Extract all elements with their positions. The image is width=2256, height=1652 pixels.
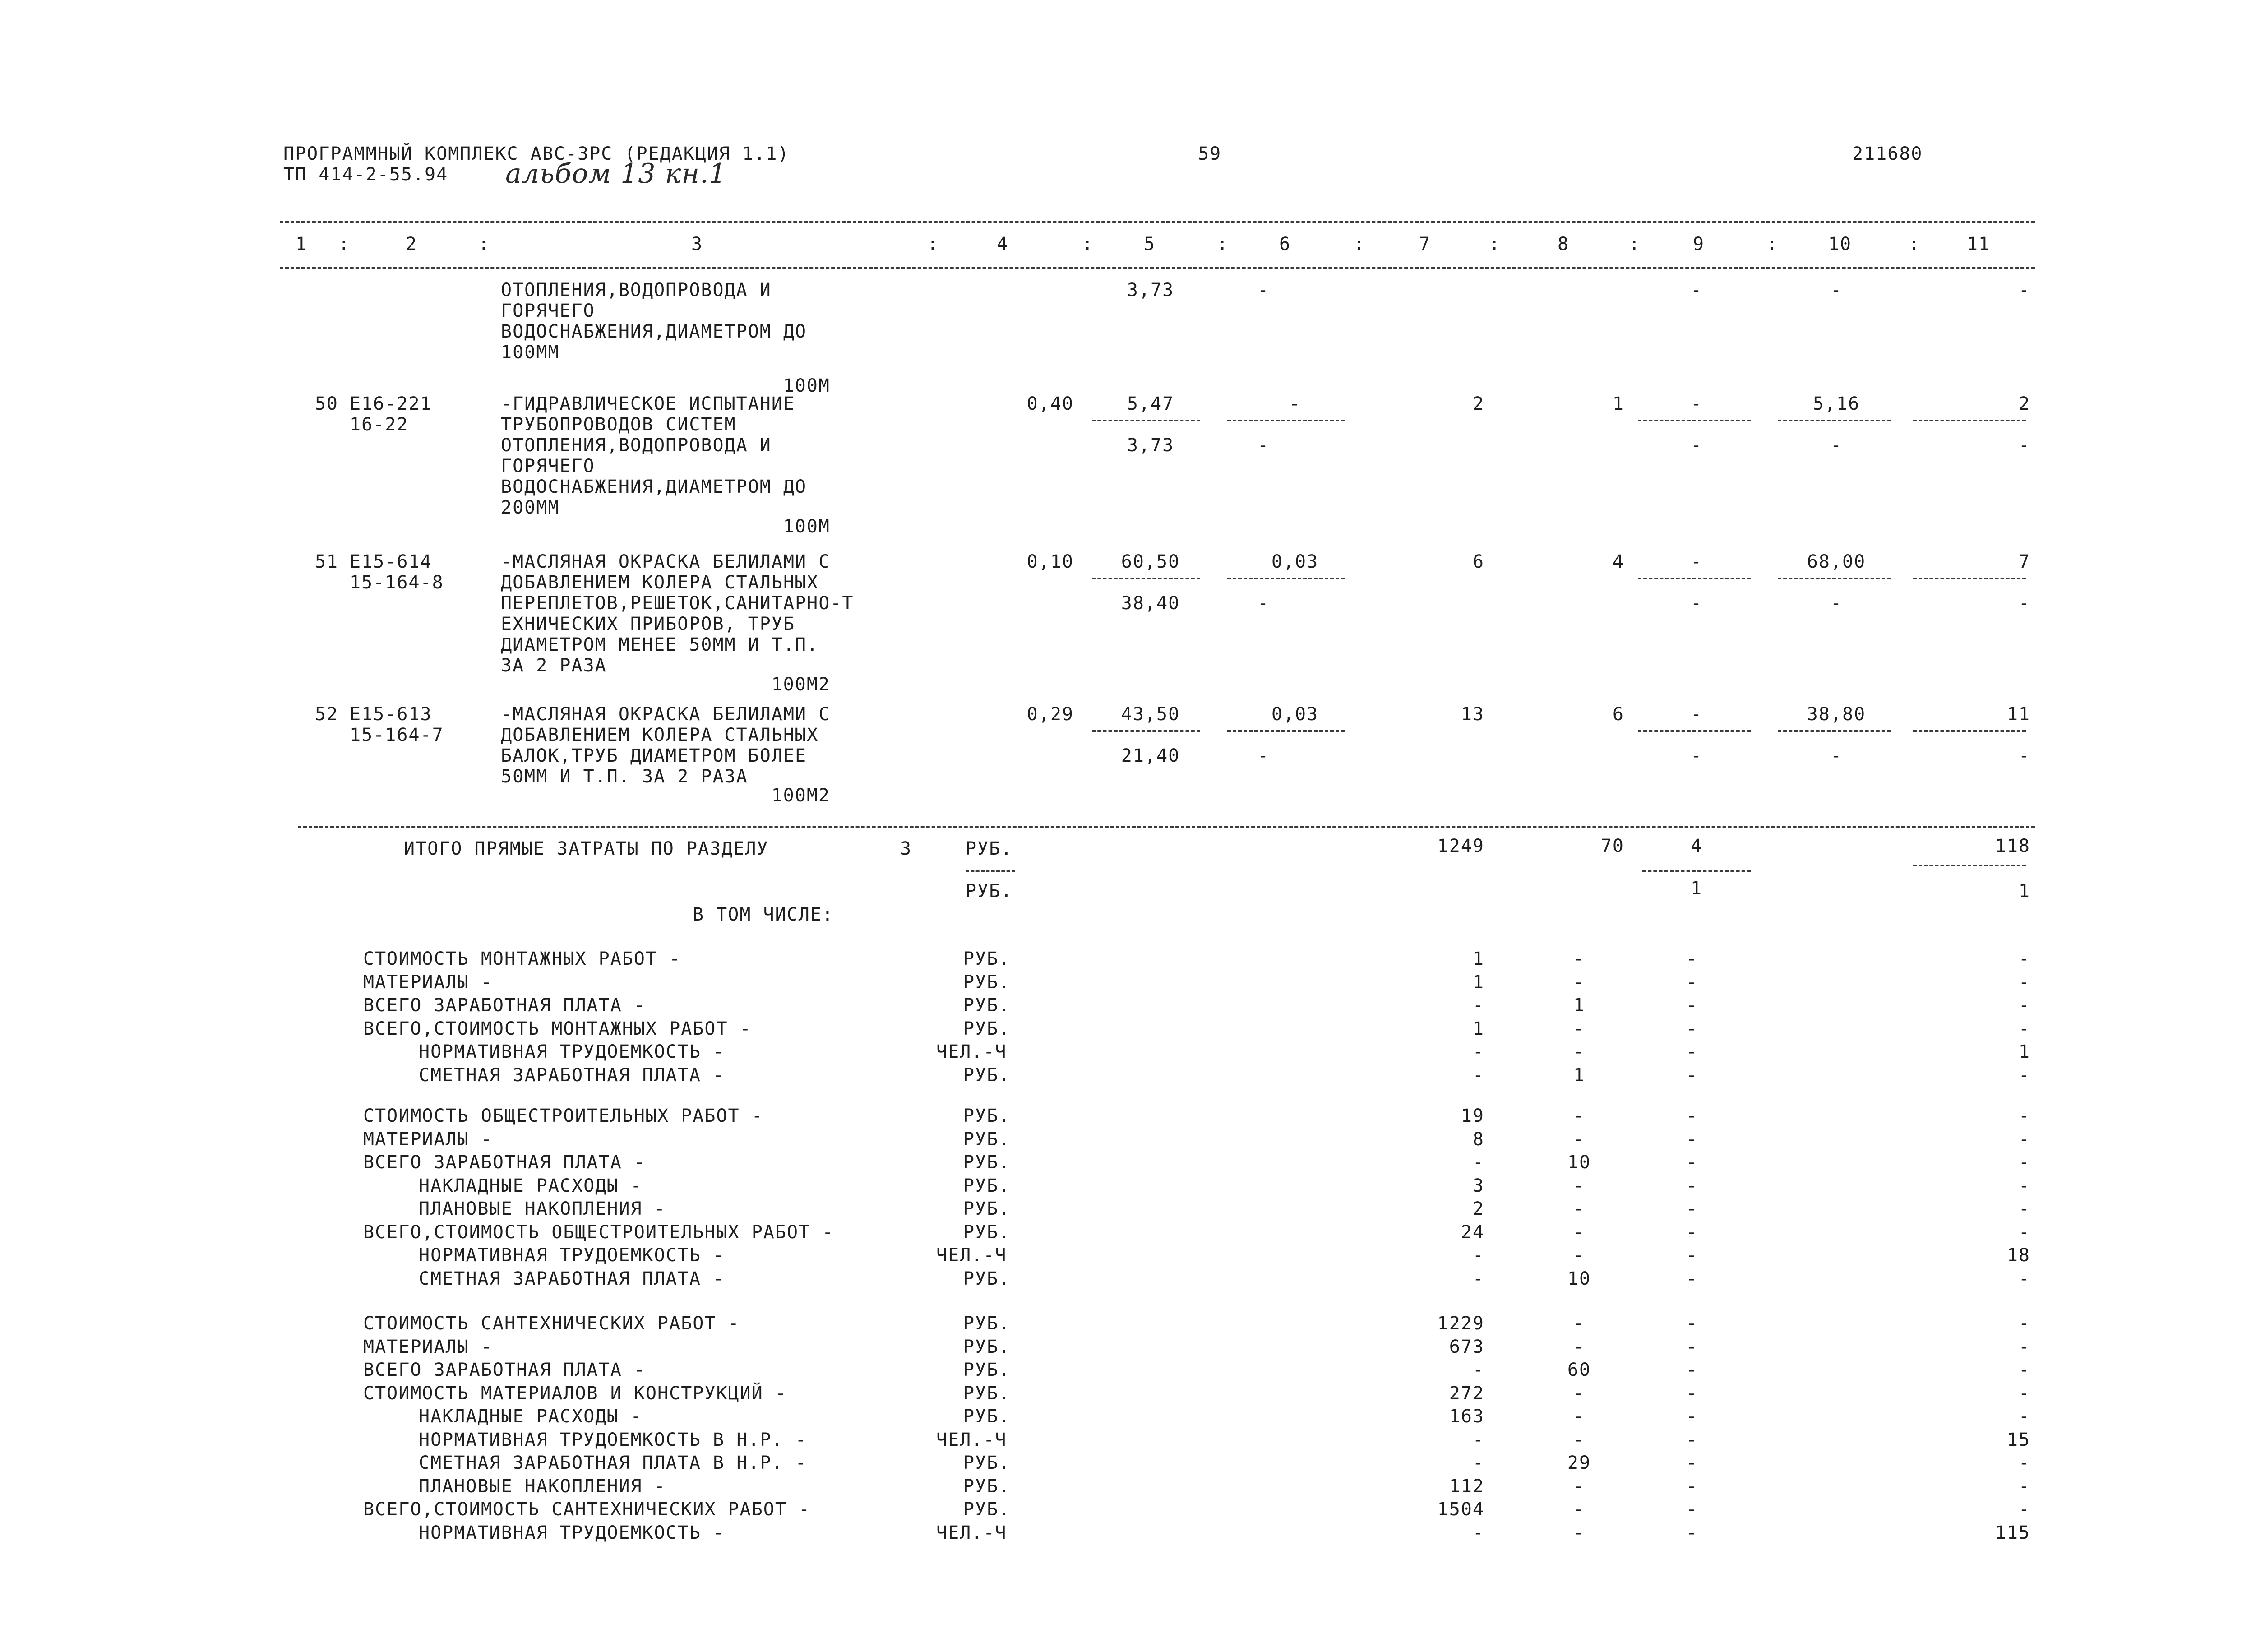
summary-row-label: ПЛАНОВЫЕ НАКОПЛЕНИЯ - (419, 1199, 666, 1220)
item-col10-rule (1778, 730, 1891, 732)
summary-row-unit: РУБ. (963, 1222, 1011, 1243)
summary-row-col9: - (1686, 972, 1698, 993)
continued-col10: - (1830, 280, 1843, 301)
item-quantity: 0,10 (1026, 551, 1074, 572)
summary-row-col11: - (2018, 1152, 2030, 1173)
summary-row-label: СТОИМОСТЬ ОБЩЕСТРОИТЕЛЬНЫХ РАБОТ - (363, 1106, 763, 1126)
column-separator: : (1909, 234, 1921, 255)
summary-row-col7: - (1472, 1041, 1484, 1063)
item-description-line: ЗА 2 РАЗА (501, 655, 607, 676)
summary-row-col9: - (1686, 995, 1698, 1016)
continued-unit: 100М (783, 375, 830, 396)
summary-row-col8: - (1573, 1245, 1586, 1266)
summary-row-unit: РУБ. (963, 972, 1011, 993)
continued-col5: 3,73 (1127, 280, 1174, 301)
summary-row-col7: 19 (1461, 1106, 1484, 1126)
summary-row-col9: - (1686, 1268, 1698, 1289)
summary-row-col7: - (1472, 1429, 1484, 1450)
summary-row-col11: 15 (2006, 1429, 2030, 1450)
column-header-7: 7 (1419, 234, 1431, 255)
summary-row-unit: РУБ. (963, 1476, 1011, 1497)
summary-row-unit: РУБ. (963, 1018, 1011, 1039)
summary-row-label: СМЕТНАЯ ЗАРАБОТНАЯ ПЛАТА - (419, 1268, 725, 1289)
item-col5-upper: 60,50 (1121, 551, 1180, 572)
item-col11-lower: - (2018, 593, 2030, 614)
summary-row-col8: - (1573, 1406, 1586, 1427)
summary-row-label: СТОИМОСТЬ САНТЕХНИЧЕСКИХ РАБОТ - (363, 1313, 740, 1334)
summary-row-col7: 1 (1472, 1018, 1484, 1039)
summary-row-col7: 163 (1449, 1406, 1484, 1427)
item-col6-upper: 0,03 (1271, 704, 1319, 725)
handwritten-note: альбом 13 кн.1 (505, 158, 727, 190)
summary-row-col9: - (1686, 1041, 1698, 1063)
column-header-11: 11 (1966, 234, 1991, 255)
summary-row-label: ВСЕГО ЗАРАБОТНАЯ ПЛАТА - (363, 1360, 646, 1381)
item-col6-upper: - (1289, 393, 1301, 414)
total-col11-upper: 118 (1995, 836, 2030, 856)
continued-col6: - (1257, 280, 1270, 301)
item-col7: 6 (1472, 551, 1484, 572)
summary-row-label: НОРМАТИВНАЯ ТРУДОЕМКОСТЬ - (419, 1041, 725, 1063)
continued-col9: - (1690, 280, 1703, 301)
item-number: 50 (314, 393, 338, 414)
summary-row-col11: - (2018, 995, 2030, 1016)
summary-row-col11: - (2018, 1199, 2030, 1220)
summary-row-col9: - (1686, 1222, 1698, 1243)
summary-row-col7: 8 (1472, 1129, 1484, 1150)
item-description-line: ДОБАВЛЕНИЕМ КОЛЕРА СТАЛЬНЫХ (501, 725, 819, 745)
summary-row-unit: РУБ. (963, 1453, 1011, 1474)
summary-row-label: ПЛАНОВЫЕ НАКОПЛЕНИЯ - (419, 1476, 666, 1497)
item-col10-lower: - (1830, 435, 1843, 456)
total-col9-lower: 1 (1690, 878, 1703, 899)
item-col10-upper: 68,00 (1807, 551, 1866, 572)
summary-row-unit: ЧЕЛ.-Ч (936, 1041, 1007, 1063)
item-col10-rule (1778, 578, 1891, 579)
summary-row-col11: 1 (2018, 1041, 2030, 1063)
summary-row-col11: - (2018, 1106, 2030, 1126)
including-label: В ТОМ ЧИСЛЕ: (693, 904, 834, 925)
summary-row-label: НАКЛАДНЫЕ РАСХОДЫ - (419, 1406, 643, 1427)
item-description-line: ОТОПЛЕНИЯ,ВОДОПРОВОДА И (501, 435, 772, 456)
summary-row-col8: - (1573, 1106, 1586, 1126)
summary-row-unit: РУБ. (963, 1313, 1011, 1334)
item-description-line: БАЛОК,ТРУБ ДИАМЕТРОМ БОЛЕЕ (501, 745, 807, 766)
summary-row-col8: - (1573, 1041, 1586, 1063)
summary-row-unit: РУБ. (963, 1129, 1011, 1150)
summary-row-label: ВСЕГО ЗАРАБОТНАЯ ПЛАТА - (363, 995, 646, 1016)
summary-row-label: МАТЕРИАЛЫ - (363, 972, 493, 993)
item-col9-lower: - (1690, 593, 1703, 614)
item-unit: 100М2 (771, 785, 830, 806)
item-col10-upper: 5,16 (1812, 393, 1860, 414)
item-col5-lower: 21,40 (1121, 745, 1180, 766)
total-col11-rule (1913, 865, 2026, 866)
item-description-line: -МАСЛЯНАЯ ОКРАСКА БЕЛИЛАМИ С (501, 551, 831, 572)
summary-row-unit: ЧЕЛ.-Ч (936, 1522, 1007, 1543)
column-header-4: 4 (996, 234, 1009, 255)
column-header-3: 3 (691, 234, 703, 255)
summary-row-label: СТОИМОСТЬ МОНТАЖНЫХ РАБОТ - (363, 949, 681, 969)
item-col5-lower: 3,73 (1127, 435, 1174, 456)
column-header-8: 8 (1557, 234, 1570, 255)
item-col6-lower: - (1257, 435, 1270, 456)
item-unit: 100М2 (771, 674, 830, 695)
item-code: Е16-221 (350, 393, 432, 414)
item-col9-upper: - (1690, 704, 1703, 725)
item-quantity: 0,29 (1026, 704, 1074, 725)
total-label: ИТОГО ПРЯМЫЕ ЗАТРАТЫ ПО РАЗДЕЛУ (404, 838, 769, 859)
item-col8: 6 (1612, 704, 1624, 725)
item-reference: 15-164-7 (350, 725, 444, 745)
summary-row-label: ВСЕГО,СТОИМОСТЬ САНТЕХНИЧЕСКИХ РАБОТ - (363, 1499, 811, 1520)
summary-row-label: СМЕТНАЯ ЗАРАБОТНАЯ ПЛАТА В Н.Р. - (419, 1453, 807, 1474)
summary-row-col8: - (1573, 1129, 1586, 1150)
summary-row-unit: ЧЕЛ.-Ч (936, 1429, 1007, 1450)
item-reference: 15-164-8 (350, 572, 444, 593)
summary-row-col9: - (1686, 1360, 1698, 1381)
item-col11-lower: - (2018, 435, 2030, 456)
column-separator: : (1354, 234, 1366, 255)
summary-row-col11: - (2018, 1336, 2030, 1357)
summary-row-col7: 1504 (1437, 1499, 1484, 1520)
summary-row-col11: - (2018, 1383, 2030, 1404)
item-col8: 4 (1612, 551, 1624, 572)
summary-row-label: МАТЕРИАЛЫ - (363, 1129, 493, 1150)
summary-row-label: НОРМАТИВНАЯ ТРУДОЕМКОСТЬ В Н.Р. - (419, 1429, 807, 1450)
total-unit-lower: РУБ. (966, 881, 1013, 902)
item-col11-rule (1913, 420, 2026, 421)
summary-row-col7: 3 (1472, 1175, 1484, 1196)
item-col6-upper: 0,03 (1271, 551, 1319, 572)
summary-row-col9: - (1686, 1175, 1698, 1196)
item-description-line: ТРУБОПРОВОДОВ СИСТЕМ (501, 414, 736, 435)
item-unit: 100М (783, 516, 830, 537)
summary-row-col7: 1 (1472, 972, 1484, 993)
column-separator: : (1489, 234, 1501, 255)
summary-row-unit: РУБ. (963, 1152, 1011, 1173)
summary-row-col8: - (1573, 949, 1586, 969)
summary-row-col11: - (2018, 1406, 2030, 1427)
continued-description-line: ГОРЯЧЕГО (501, 301, 595, 321)
summary-row-col11: - (2018, 1064, 2030, 1086)
project-code: ТП 414-2-55.94 (283, 164, 448, 185)
summary-row-unit: РУБ. (963, 1106, 1011, 1126)
summary-row-col11: - (2018, 1453, 2030, 1474)
summary-row-col7: 2 (1472, 1199, 1484, 1220)
summary-row-col7: 673 (1449, 1336, 1484, 1357)
summary-row-col7: - (1472, 1064, 1484, 1086)
summary-row-col11: 115 (1995, 1522, 2030, 1543)
item-col9-rule (1638, 730, 1751, 732)
summary-row-col7: - (1472, 1152, 1484, 1173)
total-unit-rule (966, 870, 1015, 872)
summary-row-col8: 10 (1567, 1152, 1591, 1173)
summary-row-col11: - (2018, 972, 2030, 993)
summary-row-unit: РУБ. (963, 1336, 1011, 1357)
summary-row-col8: 60 (1567, 1360, 1591, 1381)
column-separator: : (338, 234, 351, 255)
summary-row-col9: - (1686, 1199, 1698, 1220)
summary-row-col11: - (2018, 1476, 2030, 1497)
item-col6-rule (1227, 730, 1345, 732)
summary-row-col11: - (2018, 1129, 2030, 1150)
summary-row-col8: - (1573, 1175, 1586, 1196)
summary-row-col8: - (1573, 1383, 1586, 1404)
column-separator: : (1629, 234, 1641, 255)
summary-row-col9: - (1686, 1152, 1698, 1173)
item-description-line: 200ММ (501, 497, 560, 518)
summary-row-unit: ЧЕЛ.-Ч (936, 1245, 1007, 1266)
item-col5-lower: 38,40 (1121, 593, 1180, 614)
summary-row-col7: 24 (1461, 1222, 1484, 1243)
summary-row-col8: 10 (1567, 1268, 1591, 1289)
item-number: 51 (314, 551, 338, 572)
summary-row-label: НАКЛАДНЫЕ РАСХОДЫ - (419, 1175, 643, 1196)
continued-description-line: ВОДОСНАБЖЕНИЯ,ДИАМЕТРОМ ДО (501, 321, 807, 342)
item-col10-lower: - (1830, 593, 1843, 614)
summary-row-col9: - (1686, 1129, 1698, 1150)
summary-row-col8: - (1573, 1522, 1586, 1543)
column-header-2: 2 (405, 234, 418, 255)
summary-row-col9: - (1686, 1499, 1698, 1520)
summary-row-label: СТОИМОСТЬ МАТЕРИАЛОВ И КОНСТРУКЦИЙ - (363, 1383, 787, 1404)
item-description-line: ДИАМЕТРОМ МЕНЕЕ 50ММ И Т.П. (501, 634, 819, 655)
summary-row-col11: - (2018, 1175, 2030, 1196)
summary-row-unit: РУБ. (963, 1383, 1011, 1404)
summary-row-col9: - (1686, 1522, 1698, 1543)
column-separator: : (927, 234, 939, 255)
item-col7: 13 (1461, 704, 1484, 725)
summary-row-col9: - (1686, 1406, 1698, 1427)
summary-row-label: ВСЕГО ЗАРАБОТНАЯ ПЛАТА - (363, 1152, 646, 1173)
summary-row-col11: 18 (2006, 1245, 2030, 1266)
item-col9-rule (1638, 578, 1751, 579)
summary-row-col11: - (2018, 1360, 2030, 1381)
item-col11-upper: 7 (2018, 551, 2030, 572)
item-number: 52 (314, 704, 338, 725)
summary-row-col7: 1 (1472, 949, 1484, 969)
item-col11-rule (1913, 578, 2026, 579)
item-code: Е15-614 (350, 551, 432, 572)
column-separator: : (1766, 234, 1779, 255)
item-col9-lower: - (1690, 745, 1703, 766)
summary-row-col9: - (1686, 1453, 1698, 1474)
item-col9-lower: - (1690, 435, 1703, 456)
summary-row-col7: - (1472, 1453, 1484, 1474)
summary-row-col9: - (1686, 1476, 1698, 1497)
column-header-10: 10 (1828, 234, 1852, 255)
summary-row-unit: РУБ. (963, 1064, 1011, 1086)
item-description-line: -ГИДРАВЛИЧЕСКОЕ ИСПЫТАНИЕ (501, 393, 795, 414)
summary-row-unit: РУБ. (963, 1268, 1011, 1289)
summary-row-col9: - (1686, 1064, 1698, 1086)
summary-row-unit: РУБ. (963, 1360, 1011, 1381)
summary-row-col8: - (1573, 1336, 1586, 1357)
total-col11-lower: 1 (2018, 881, 2030, 902)
summary-row-col7: - (1472, 995, 1484, 1016)
summary-row-col11: - (2018, 1313, 2030, 1334)
item-quantity: 0,40 (1026, 393, 1074, 414)
summary-row-unit: РУБ. (963, 1406, 1011, 1427)
summary-row-col9: - (1686, 1106, 1698, 1126)
summary-row-col8: - (1573, 1018, 1586, 1039)
summary-row-unit: РУБ. (963, 1199, 1011, 1220)
summary-row-label: ВСЕГО,СТОИМОСТЬ ОБЩЕСТРОИТЕЛЬНЫХ РАБОТ - (363, 1222, 834, 1243)
summary-row-col9: - (1686, 1018, 1698, 1039)
continued-col11: - (2018, 280, 2030, 301)
summary-row-col7: 112 (1449, 1476, 1484, 1497)
summary-row-col9: - (1686, 1245, 1698, 1266)
summary-row-col7: 1229 (1437, 1313, 1484, 1334)
summary-row-col8: 1 (1573, 995, 1586, 1016)
item-code: Е15-613 (350, 704, 432, 725)
item-col11-rule (1913, 730, 2026, 732)
item-col9-rule (1638, 420, 1751, 421)
item-col7: 2 (1472, 393, 1484, 414)
column-header-1: 1 (295, 234, 308, 255)
summary-row-col11: - (2018, 1222, 2030, 1243)
summary-row-col7: - (1472, 1522, 1484, 1543)
continued-description-line: ОТОПЛЕНИЯ,ВОДОПРОВОДА И (501, 280, 772, 301)
item-description-line: -МАСЛЯНАЯ ОКРАСКА БЕЛИЛАМИ С (501, 704, 831, 725)
summary-row-unit: РУБ. (963, 995, 1011, 1016)
summary-row-col8: - (1573, 1222, 1586, 1243)
item-col6-rule (1227, 578, 1345, 579)
column-separator: : (478, 234, 490, 255)
summary-row-col8: - (1573, 972, 1586, 993)
item-col11-upper: 11 (2006, 704, 2030, 725)
summary-row-unit: РУБ. (963, 1175, 1011, 1196)
item-description-line: ПЕРЕПЛЕТОВ,РЕШЕТОК,САНИТАРНО-Т (501, 593, 854, 614)
header-bottom-rule (280, 267, 2035, 269)
item-col5-upper: 43,50 (1121, 704, 1180, 725)
item-description-line: 50ММ И Т.П. ЗА 2 РАЗА (501, 766, 748, 787)
summary-row-unit: РУБ. (963, 1499, 1011, 1520)
total-col7: 1249 (1437, 836, 1484, 856)
item-col10-rule (1778, 420, 1891, 421)
column-header-9: 9 (1692, 234, 1705, 255)
summary-row-col8: - (1573, 1199, 1586, 1220)
column-header-5: 5 (1143, 234, 1156, 255)
summary-row-col9: - (1686, 1429, 1698, 1450)
item-col6-lower: - (1257, 593, 1270, 614)
column-separator: : (1217, 234, 1229, 255)
summary-row-col8: - (1573, 1476, 1586, 1497)
summary-row-col8: 29 (1567, 1453, 1591, 1474)
page-number: 59 (1198, 143, 1222, 164)
summary-row-col9: - (1686, 949, 1698, 969)
summary-row-label: ВСЕГО,СТОИМОСТЬ МОНТАЖНЫХ РАБОТ - (363, 1018, 752, 1039)
item-col9-upper: - (1690, 551, 1703, 572)
document-code: 211680 (1852, 143, 1923, 164)
item-col5-rule (1092, 578, 1200, 579)
summary-row-col8: - (1573, 1429, 1586, 1450)
item-col6-rule (1227, 420, 1345, 421)
item-col11-lower: - (2018, 745, 2030, 766)
summary-row-label: НОРМАТИВНАЯ ТРУДОЕМКОСТЬ - (419, 1245, 725, 1266)
column-header-6: 6 (1279, 234, 1291, 255)
summary-row-col9: - (1686, 1336, 1698, 1357)
summary-row-col11: - (2018, 1499, 2030, 1520)
summary-row-col9: - (1686, 1313, 1698, 1334)
items-bottom-rule (298, 826, 2035, 828)
summary-row-col8: 1 (1573, 1064, 1586, 1086)
summary-row-label: МАТЕРИАЛЫ - (363, 1336, 493, 1357)
total-col9-upper: 4 (1690, 836, 1703, 856)
item-col5-rule (1092, 730, 1200, 732)
item-col10-upper: 38,80 (1807, 704, 1866, 725)
total-col8: 70 (1600, 836, 1624, 856)
item-col8: 1 (1612, 393, 1624, 414)
summary-row-label: СМЕТНАЯ ЗАРАБОТНАЯ ПЛАТА - (419, 1064, 725, 1086)
summary-row-col7: - (1472, 1268, 1484, 1289)
item-col10-lower: - (1830, 745, 1843, 766)
summary-row-col11: - (2018, 1018, 2030, 1039)
summary-row-col11: - (2018, 1268, 2030, 1289)
item-description-line: ГОРЯЧЕГО (501, 456, 595, 477)
item-col11-upper: 2 (2018, 393, 2030, 414)
item-reference: 16-22 (350, 414, 409, 435)
summary-row-col11: - (2018, 949, 2030, 969)
program-title: ПРОГРАММНЫЙ КОМПЛЕКС АВС-ЗРС (РЕДАКЦИЯ 1.1) (283, 143, 790, 164)
summary-row-unit: РУБ. (963, 949, 1011, 969)
item-col5-upper: 5,47 (1127, 393, 1174, 414)
summary-row-col7: 272 (1449, 1383, 1484, 1404)
summary-row-col7: - (1472, 1360, 1484, 1381)
item-description-line: ВОДОСНАБЖЕНИЯ,ДИАМЕТРОМ ДО (501, 477, 807, 497)
item-col5-rule (1092, 420, 1200, 421)
summary-row-col8: - (1573, 1499, 1586, 1520)
total-section-number: 3 (900, 838, 912, 859)
table-top-rule (280, 221, 2035, 223)
continued-description-line: 100ММ (501, 342, 560, 363)
column-separator: : (1082, 234, 1094, 255)
summary-row-col9: - (1686, 1383, 1698, 1404)
item-description-line: ЕХНИЧЕСКИХ ПРИБОРОВ, ТРУБ (501, 614, 795, 634)
summary-row-col8: - (1573, 1313, 1586, 1334)
item-col6-lower: - (1257, 745, 1270, 766)
total-unit: РУБ. (966, 838, 1013, 859)
summary-row-col7: - (1472, 1245, 1484, 1266)
total-col9-rule (1642, 870, 1751, 872)
item-description-line: ДОБАВЛЕНИЕМ КОЛЕРА СТАЛЬНЫХ (501, 572, 819, 593)
item-col9-upper: - (1690, 393, 1703, 414)
summary-row-label: НОРМАТИВНАЯ ТРУДОЕМКОСТЬ - (419, 1522, 725, 1543)
